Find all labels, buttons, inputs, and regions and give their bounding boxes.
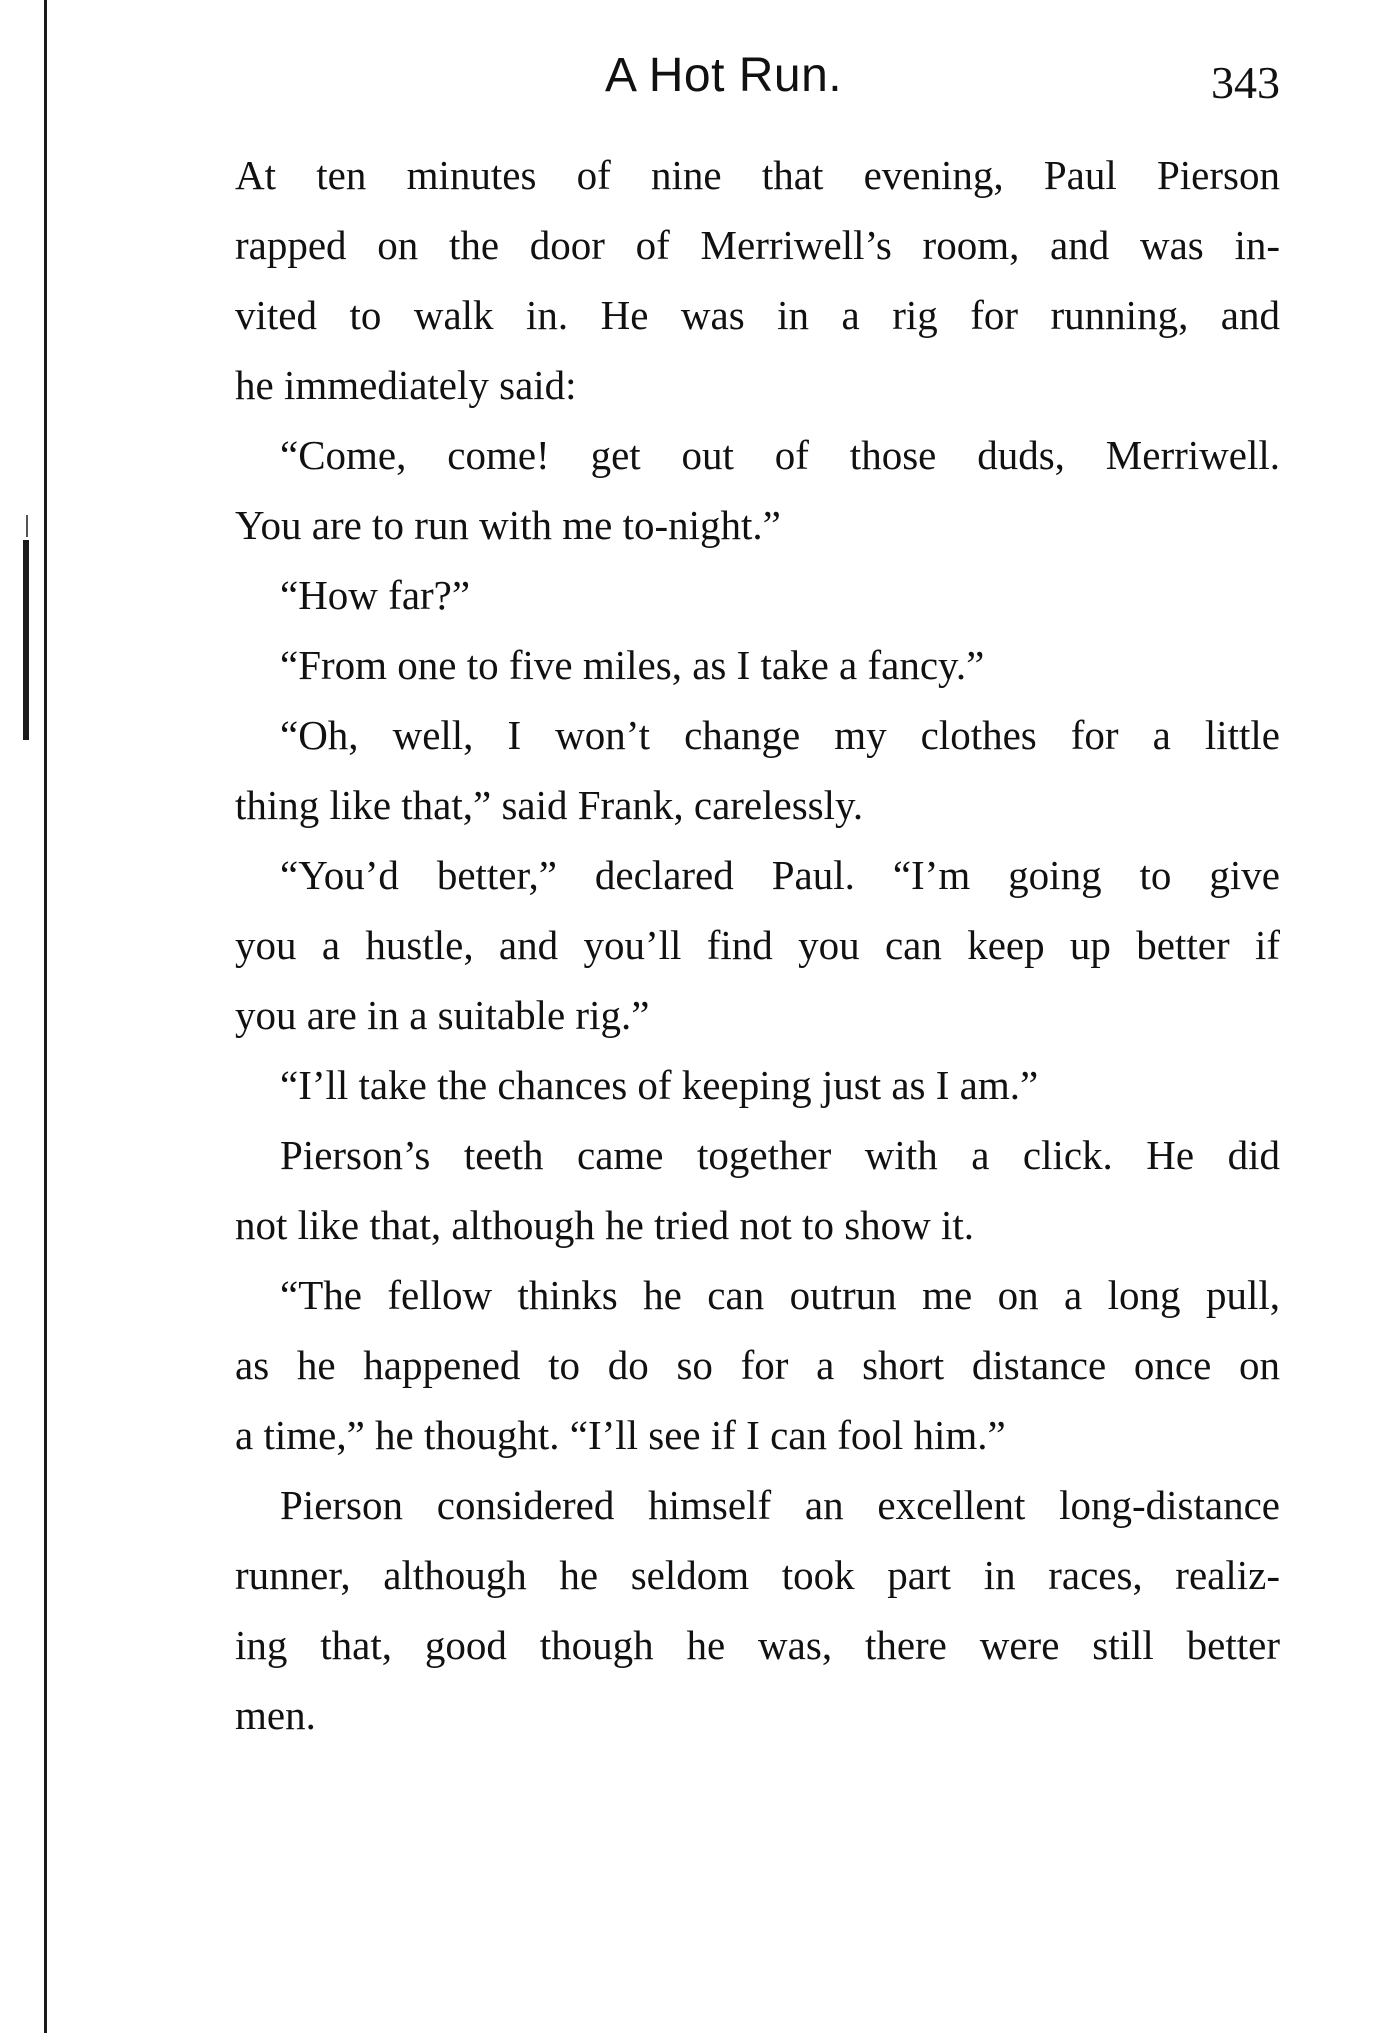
text-line: “The fellow thinks he can outrun me on a long pull, bbox=[280, 1272, 1280, 1318]
running-head bbox=[235, 48, 1280, 118]
text-line: not like that, although he tried not to show it. bbox=[235, 1202, 975, 1248]
page-number: 343 bbox=[1211, 57, 1280, 108]
text-line: vited to walk in. He was in a rig for running, and bbox=[235, 292, 1280, 338]
text-line: “You’d better,” declared Paul. “I’m going to give bbox=[280, 852, 1280, 898]
text-line: Pierson considered himself an excellent long-distance bbox=[280, 1482, 1280, 1528]
text-line: “I’ll take the chances of keeping just as I am.” bbox=[280, 1062, 1039, 1108]
binding-edge-line bbox=[44, 0, 47, 2033]
text-line: as he happened to do so for a short distance once on bbox=[235, 1342, 1280, 1388]
text-line: “How far?” bbox=[280, 572, 471, 618]
text-line: At ten minutes of nine that evening, Paul Pierson bbox=[235, 152, 1280, 198]
text-line: You are to run with me to-night.” bbox=[235, 502, 781, 548]
text-line: rapped on the door of Merriwell’s room, and was in- bbox=[235, 222, 1280, 268]
text-line: men. bbox=[235, 1692, 316, 1738]
scan-speck bbox=[26, 515, 28, 537]
text-line: you a hustle, and you’ll find you can keep up better if bbox=[235, 922, 1280, 968]
binding-shadow-mark bbox=[23, 540, 29, 740]
text-line: “Oh, well, I won’t change my clothes for a little bbox=[280, 712, 1280, 758]
text-line: he immediately said: bbox=[235, 362, 577, 408]
body-text bbox=[235, 140, 1280, 1750]
text-line: “From one to five miles, as I take a fancy.” bbox=[280, 642, 985, 688]
text-line: ing that, good though he was, there were still better bbox=[235, 1622, 1280, 1668]
text-line: thing like that,” said Frank, carelessly. bbox=[235, 782, 864, 828]
running-title: A Hot Run. bbox=[605, 49, 843, 102]
text-line: you are in a suitable rig.” bbox=[235, 992, 650, 1038]
text-line: a time,” he thought. “I’ll see if I can fool him.” bbox=[235, 1412, 1006, 1458]
text-line: “Come, come! get out of those duds, Merriwell. bbox=[280, 432, 1280, 478]
text-line: Pierson’s teeth came together with a click. He did bbox=[280, 1132, 1280, 1178]
text-line: runner, although he seldom took part in races, realiz- bbox=[235, 1552, 1280, 1598]
